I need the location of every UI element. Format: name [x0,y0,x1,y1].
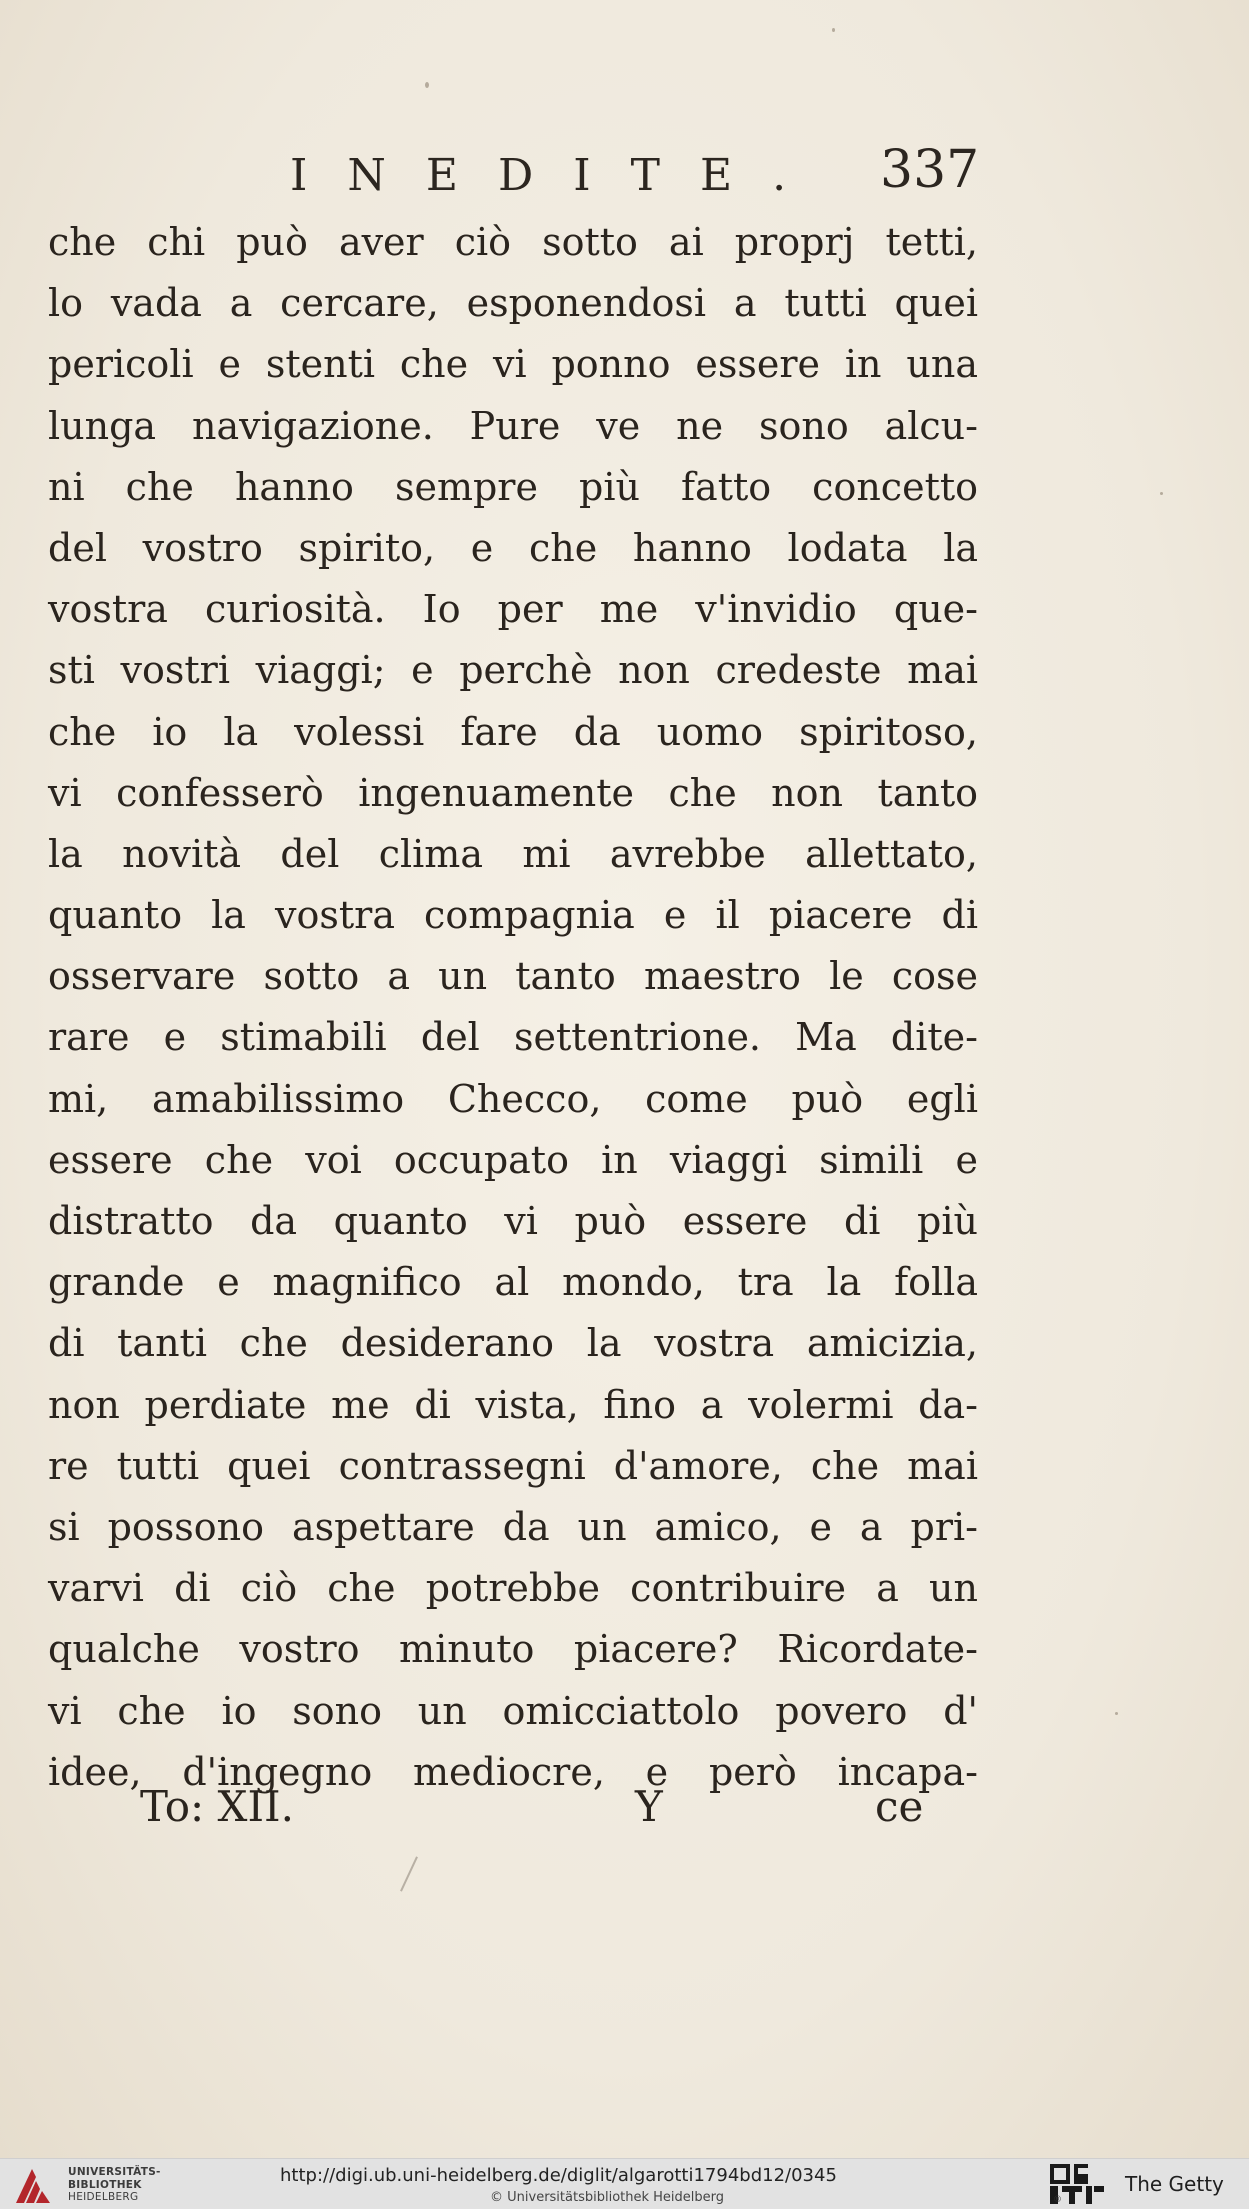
footer-bar [0,2158,1249,2209]
signature-letter: Y [635,1782,663,1831]
text-line: vi che io sono un omicciattolo povero d' [48,1688,978,1733]
paper-mark [400,1856,418,1891]
volume-mark: To: XII. [140,1782,294,1831]
text-line: idee, d'ingegno mediocre, e però incapa- [48,1749,978,1794]
running-head: INEDITE. [290,150,827,201]
text-line: si possono aspettare da un amico, e a pri- [48,1504,978,1549]
signature-line [140,1782,940,1842]
text-line: rare e stimabili del settentrione. Ma dite- [48,1015,978,1060]
text-line: ni che hanno sempre più fatto concetto [48,464,978,509]
library-name [68,2166,161,2204]
text-line: che io la volessi fare da uomo spiritoso, [48,709,978,754]
library-name-line: HEIDELBERG [68,2191,139,2203]
text-line: di tanti che desiderano la vostra amicizia, [48,1321,978,1366]
permalink-url[interactable]: http://digi.ub.uni-heidelberg.de/diglit/algarotti1794bd12/0345 [280,2165,837,2186]
text-line: mi, amabilissimo Checco, come può egli [48,1076,978,1121]
text-line: distratto da quanto vi può essere di più [48,1199,978,1243]
heidelberg-library-logo-icon [12,2165,54,2205]
partner-name: The Getty [1125,2172,1224,2196]
text-line: pericoli e stenti che vi ponno essere in una [48,342,978,387]
library-name-line: BIBLIOTHEK [68,2178,142,2191]
paper-speck [832,28,835,32]
catchword: ce [875,1782,924,1831]
text-line: osservare sotto a un tanto maestro le cose [48,954,978,999]
paper-speck [1160,492,1163,495]
text-line: grande e magnifico al mondo, tra la folla [48,1260,978,1305]
text-line: quanto la vostra compagnia e il piacere di [48,893,978,938]
text-line: vi confesserò ingenuamente che non tanto [48,770,978,815]
copyright-notice: © Universitätsbibliothek Heidelberg [490,2190,725,2205]
text-line: lunga navigazione. Pure ve ne sono alcu- [48,403,978,448]
paper-speck [1115,1712,1118,1715]
registered-mark: ® [1053,2195,1062,2205]
page-header [0,140,1249,210]
text-line: re tutti quei contrassegni d'amore, che mai [48,1443,978,1488]
text-line: qualche vostro minuto piacere? Ricordate- [48,1627,978,1672]
text-line: che chi può aver ciò sotto ai proprj tetti, [48,220,978,264]
page-number: 337 [880,140,980,200]
text-line: vostra curiosità. Io per me v'invidio que- [48,587,978,632]
text-line: sti vostri viaggi; e perchè non credeste mai [48,648,978,693]
text-line: la novità del clima mi avrebbe allettato, [48,831,978,876]
body-text [48,212,978,1803]
text-line: essere che voi occupato in viaggi simili e [48,1137,978,1182]
paper-speck [425,82,429,88]
text-line: varvi di ciò che potrebbe contribuire a un [48,1566,978,1611]
text-line: lo vada a cercare, esponendosi a tutti quei [48,281,978,326]
library-name-line: UNIVERSITÄTS- [68,2166,161,2178]
text-line: del vostro spirito, e che hanno lodata la [48,525,978,570]
text-line: non perdiate me di vista, fino a volermi da- [48,1382,978,1427]
